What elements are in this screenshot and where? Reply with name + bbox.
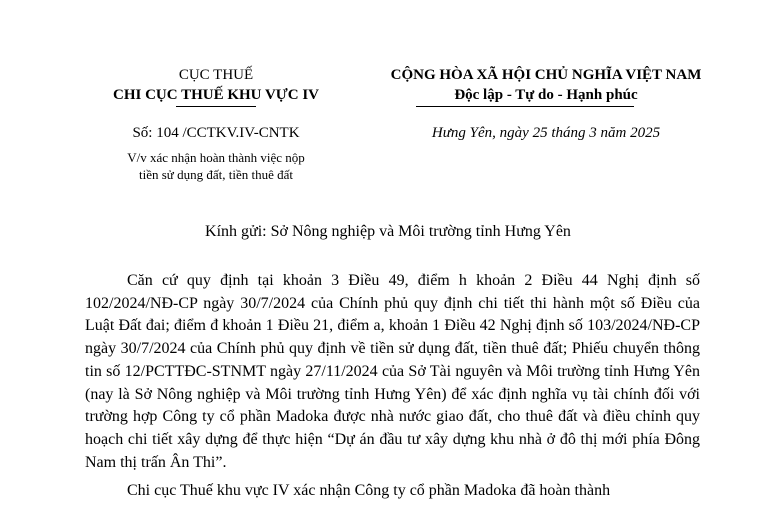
agency-underline	[176, 106, 256, 107]
motto-underline	[416, 106, 634, 107]
subject-line-1: V/v xác nhận hoàn thành việc nộp	[127, 150, 305, 165]
letter-body	[85, 270, 700, 503]
document-number: Số: 104 /CCTKV.IV-CNTK	[132, 125, 300, 141]
agency-name: CHI CỤC THUẾ KHU VỰC IV	[113, 87, 319, 103]
body-paragraph-1: Căn cứ quy định tại khoản 3 Điều 49, điểm h khoản 2 Điều 44 Nghị định số 102/2024/NĐ-CP ngày 30/7/2024 của Chính phủ quy định chi tiết thi hành một số Điều của Luật Đất đai; điểm đ khoản 1 Điều 21, điểm a, khoản 1 Điều 42 Nghị định số 103/2024/NĐ-CP ngày 30/7/2024 của Chính phủ quy định về tiền sử dụng đất, tiền thuê đất; Phiếu chuyển thông tin số 12/PCTTĐC-STNMT ngày 27/11/2024 của Sở Tài nguyên và Môi trường tỉnh Hưng Yên (nay là Sở Nông nghiệp và Môi trường tỉnh Hưng Yên) để xác định nghĩa vụ tài chính đối với trường hợp Công ty cổ phần Madoka được nhà nước giao đất, cho thuê đất và điều chỉnh quy hoạch chi tiết xây dựng để thực hiện “Dự án đầu tư xây dựng khu nhà ở đô thị mới phía Đông Nam thị trấn Ân Thi”.	[85, 272, 700, 471]
nation-title: CỘNG HÒA XÃ HỘI CHỦ NGHĨA VIỆT NAM	[390, 67, 702, 83]
agency-parent: CỤC THUẾ	[178, 67, 254, 83]
greeting: Kính gửi: Sở Nông nghiệp và Môi trường tỉnh Hưng Yên	[205, 223, 571, 240]
place-date: Hưng Yên, ngày 25 tháng 3 năm 2025	[431, 125, 661, 141]
body-paragraph-2: Chi cục Thuế khu vực IV xác nhận Công ty cổ phần Madoka đã hoàn thành	[127, 482, 611, 500]
motto: Độc lập - Tự do - Hạnh phúc	[454, 87, 638, 103]
subject-line-2: tiền sử dụng đất, tiền thuê đất	[139, 167, 293, 182]
